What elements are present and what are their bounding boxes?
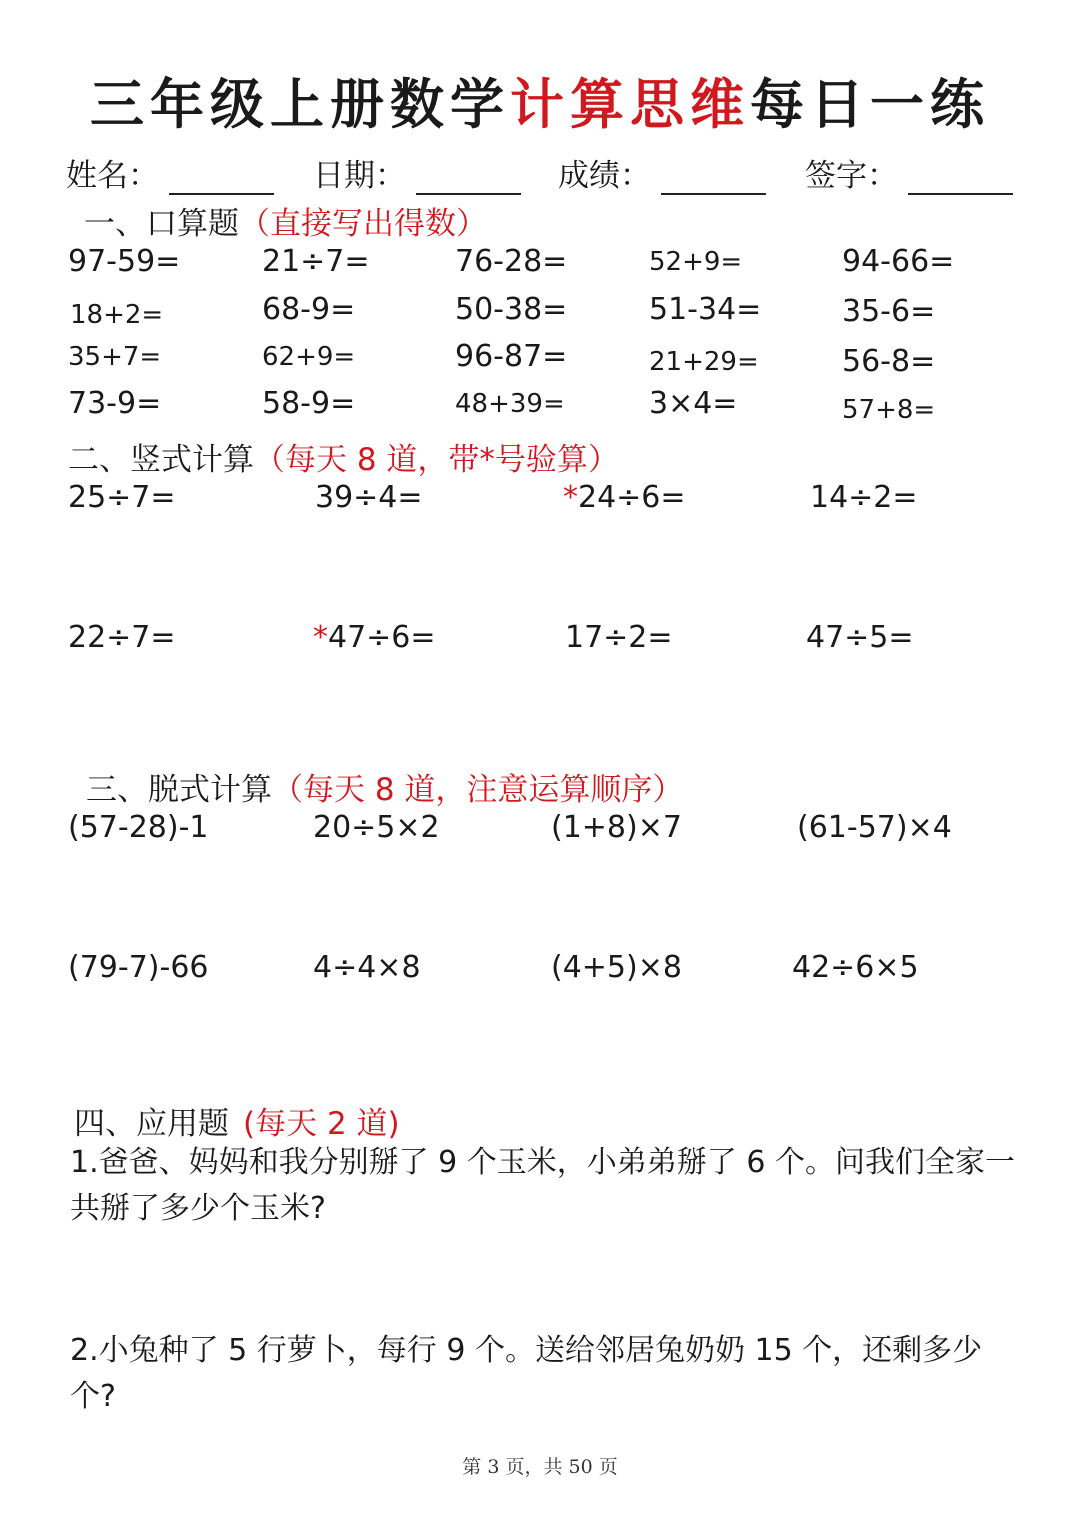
- oral-problem: 76-28=: [455, 244, 568, 279]
- title-part3: 每日一练: [750, 72, 990, 136]
- oral-problem: 48+39=: [455, 389, 565, 419]
- vertical-problem: [565, 620, 673, 655]
- oral-problem: 18+2=: [70, 300, 164, 330]
- section3-heading: [86, 764, 683, 809]
- section1-heading: [84, 198, 487, 243]
- check-star: *: [563, 480, 578, 515]
- vertical-problem-text: 39÷4=: [315, 480, 423, 515]
- date-blank[interactable]: [416, 163, 521, 195]
- stepwise-problem: (4+5)×8: [551, 950, 682, 985]
- section4-title: 四、应用题: [74, 1106, 229, 1142]
- vertical-problem-text: 25÷7=: [68, 480, 176, 515]
- name-label: 姓名：: [66, 158, 159, 194]
- name-blank[interactable]: [169, 163, 274, 195]
- vertical-problem-text: 22÷7=: [68, 620, 176, 655]
- vertical-problem: [563, 480, 686, 515]
- oral-problem: 94-66=: [842, 244, 955, 279]
- oral-problem: 52+9=: [649, 247, 743, 277]
- sign-label: 签字：: [805, 158, 898, 194]
- word-problem-2: 2.小兔种了 5 行萝卜，每行 9 个。送给邻居兔奶奶 15 个，还剩多少个?: [70, 1333, 983, 1414]
- stepwise-problem: (79-7)-66: [68, 950, 209, 985]
- title-part1: 三年级上册数学: [90, 72, 510, 136]
- vertical-problem: [315, 480, 423, 515]
- vertical-problem: [68, 480, 176, 515]
- vertical-problem-text: 24÷6=: [578, 480, 686, 515]
- oral-problem: 35+7=: [68, 342, 162, 372]
- vertical-problem-text: 14÷2=: [810, 480, 918, 515]
- section3-note: （每天 8 道，注意运算顺序）: [272, 772, 684, 808]
- sign-blank[interactable]: [908, 163, 1013, 195]
- oral-problem: 50-38=: [455, 292, 568, 327]
- oral-problem: 21+29=: [649, 347, 759, 377]
- section1-title: 一、口算题: [84, 206, 239, 242]
- vertical-problem: [810, 480, 918, 515]
- score-field: [558, 150, 766, 195]
- score-label: 成绩：: [558, 158, 651, 194]
- stepwise-problem: 42÷6×5: [792, 950, 919, 985]
- page-title: [0, 62, 1080, 139]
- stepwise-problem: 20÷5×2: [313, 810, 440, 845]
- word-problem-1: 1.爸爸、妈妈和我分别掰了 9 个玉米，小弟弟掰了 6 个。问我们全家一共掰了多少个玉米?: [70, 1145, 1015, 1226]
- check-star: *: [313, 620, 328, 655]
- section2-title: 二、竖式计算: [68, 442, 254, 478]
- stepwise-problem: (57-28)-1: [68, 810, 209, 845]
- name-field: [66, 150, 274, 195]
- section2-note: （每天 8 道，带*号验算）: [254, 442, 619, 478]
- date-field: [313, 150, 521, 195]
- oral-problem: 51-34=: [649, 292, 762, 327]
- section4-heading: [74, 1098, 400, 1143]
- vertical-problem: [313, 620, 436, 655]
- title-part2: 计算思维: [510, 72, 750, 136]
- score-blank[interactable]: [661, 163, 766, 195]
- oral-problem: 73-9=: [68, 386, 162, 421]
- oral-problem: 96-87=: [455, 339, 568, 374]
- section4-note: (每天 2 道): [243, 1106, 400, 1142]
- oral-problem: 21÷7=: [262, 244, 370, 279]
- stepwise-problem: 4÷4×8: [313, 950, 421, 985]
- vertical-problem-text: 47÷6=: [328, 620, 436, 655]
- oral-problem: 3×4=: [649, 386, 738, 421]
- stepwise-problem: (61-57)×4: [797, 810, 952, 845]
- oral-problem: 62+9=: [262, 342, 356, 372]
- sign-field: [805, 150, 1013, 195]
- vertical-problem: [68, 620, 176, 655]
- oral-problem: 58-9=: [262, 386, 356, 421]
- oral-problem: 68-9=: [262, 292, 356, 327]
- vertical-problem: [806, 620, 914, 655]
- page-number: 第 3 页，共 50 页: [462, 1456, 618, 1478]
- oral-problem: 57+8=: [842, 395, 936, 425]
- section2-heading: [68, 434, 619, 479]
- oral-problem: 56-8=: [842, 344, 936, 379]
- vertical-problem-text: 17÷2=: [565, 620, 673, 655]
- section1-note: （直接写出得数）: [239, 206, 487, 242]
- oral-problem: 35-6=: [842, 294, 936, 329]
- vertical-problem-text: 47÷5=: [806, 620, 914, 655]
- section3-title: 三、脱式计算: [86, 772, 272, 808]
- oral-problem: 97-59=: [68, 244, 181, 279]
- date-label: 日期：: [313, 158, 406, 194]
- stepwise-problem: (1+8)×7: [551, 810, 682, 845]
